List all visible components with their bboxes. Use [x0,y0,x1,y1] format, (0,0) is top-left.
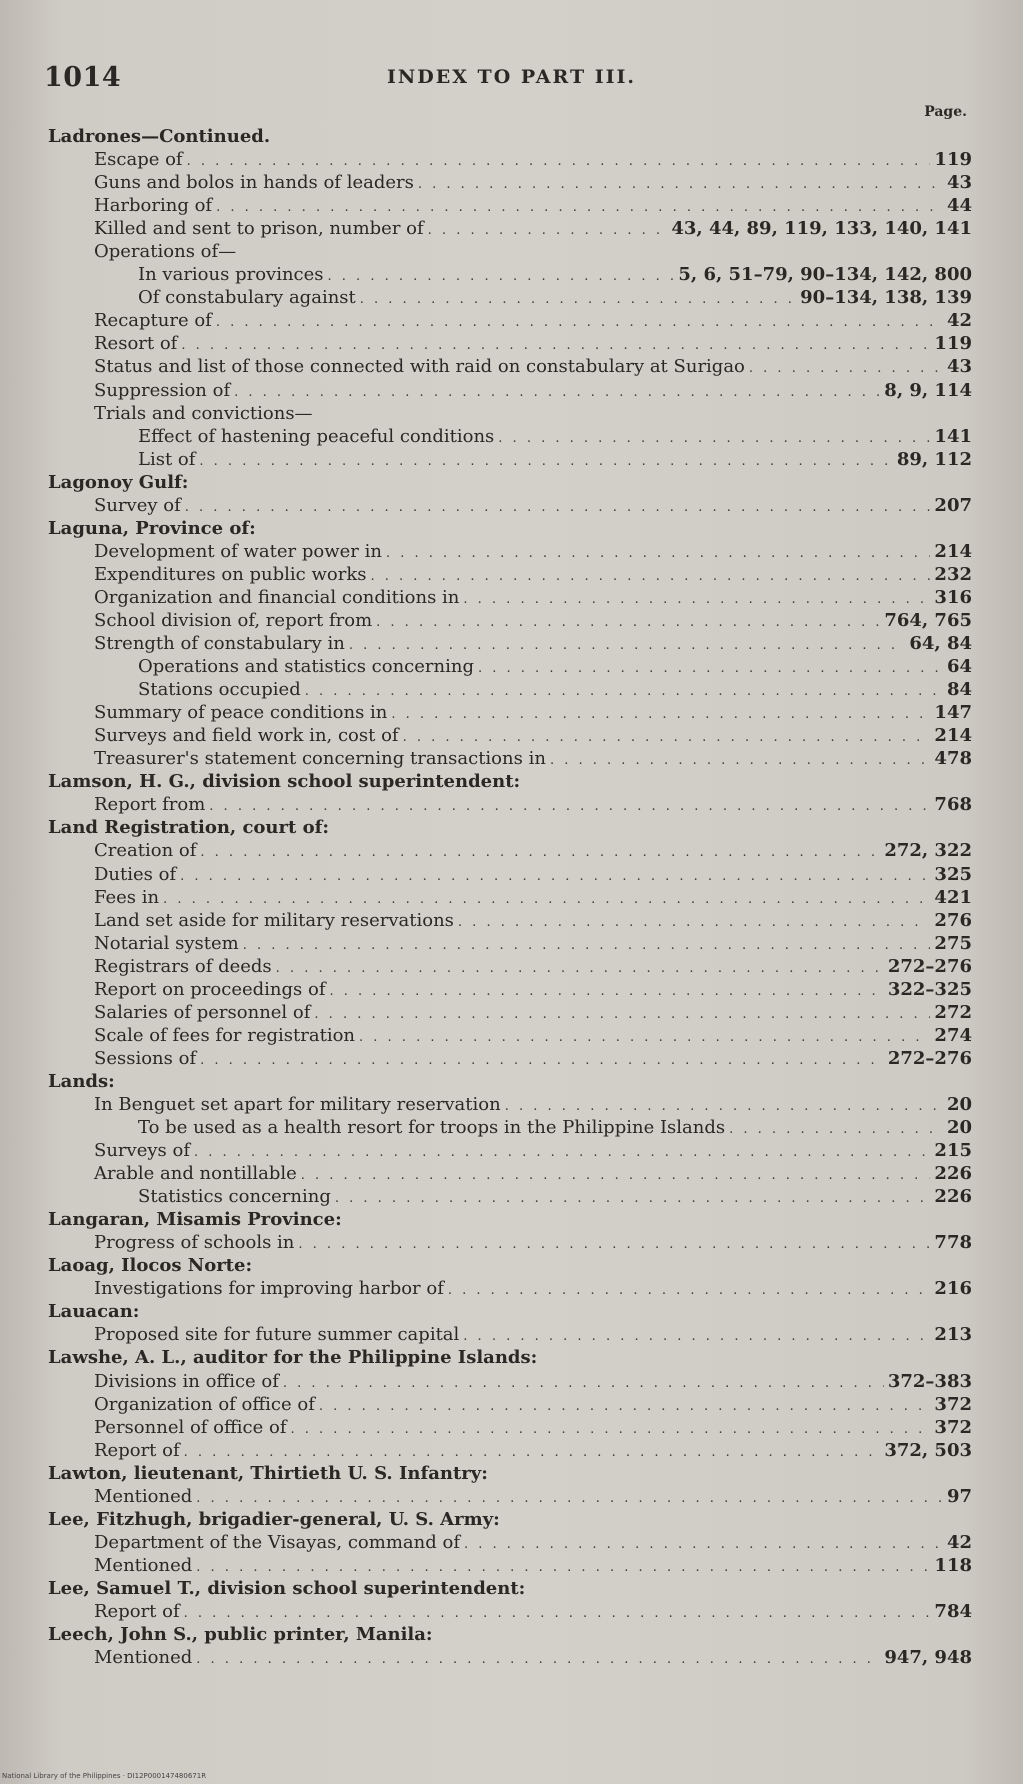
index-entry [48,240,972,263]
entry-page-ref: 5, 6, 51–79, 90–134, 142, 800 [678,264,972,286]
dot-leader [370,565,930,588]
entry-text: Proposed site for future summer capital [94,1324,460,1346]
entry-text: Strength of constabulary in [94,633,345,655]
entry-text: Development of water power in [94,540,382,562]
dot-leader [196,1487,943,1510]
dot-leader [196,1556,930,1579]
entry-page-ref: 43 [946,356,972,378]
page-header [44,62,979,102]
entry-text: Lawshe, A. L., auditor for the Philippine Islands: [48,1347,538,1369]
entry-page-ref: 322–325 [887,978,972,1000]
entry-text: Suppression of [94,379,231,401]
entry-text: Fees in [94,886,160,908]
entry-page-ref: 44 [946,195,972,217]
index-entry [48,217,972,240]
entry-page-ref: 947, 948 [884,1647,972,1669]
index-entry [48,1116,972,1139]
index-entry [48,609,972,632]
entry-text: Effect of hastening peaceful conditions [138,425,495,447]
entry-text: Creation of [94,840,197,862]
entry-page-ref: 778 [934,1232,972,1254]
entry-text: Lauacan: [48,1301,140,1323]
dot-leader [403,726,931,749]
index-entry [48,932,972,955]
dot-leader [428,219,668,242]
entry-page-ref: 372 [934,1416,972,1438]
index-heading [48,1462,972,1485]
index-entry [48,632,972,655]
page-number: 1014 [44,62,122,93]
index-entry [48,793,972,816]
dot-leader [376,611,880,634]
entry-page-ref: 90–134, 138, 139 [800,287,972,309]
entry-text: Summary of peace conditions in [94,702,388,724]
dot-leader [418,173,943,196]
index-entry [48,678,972,701]
entry-page-ref: 478 [934,748,972,770]
index-entry [48,839,972,862]
index-entry [48,1600,972,1623]
entry-page-ref: 207 [934,494,972,516]
index-entry [48,1277,972,1300]
entry-text: School division of, report from [94,609,373,631]
entry-text: Mentioned [94,1647,193,1669]
entry-page-ref: 768 [934,794,972,816]
entry-page-ref: 316 [934,586,972,608]
index-heading [48,1070,972,1093]
index-entry [48,1393,972,1416]
entry-page-ref: 764, 765 [884,609,972,631]
entry-text: Surveys and field work in, cost of [94,725,399,747]
index-heading [48,1508,972,1531]
entry-page-ref: 226 [934,1163,972,1185]
dot-leader [181,334,930,357]
entry-text: Killed and sent to prison, number of [94,218,424,240]
entry-text: Lamson, H. G., division school superintendent: [48,771,521,793]
dot-leader [498,427,930,450]
entry-text: Recapture of [94,310,212,332]
entry-text: Mentioned [94,1485,193,1507]
dot-leader [349,634,905,657]
index-entry [48,540,972,563]
entry-text: List of [138,448,196,470]
entry-text: Personnel of office of [94,1416,287,1438]
entry-text: Investigations for improving harbor of [94,1278,444,1300]
entry-text: Registrars of deeds [94,955,272,977]
dot-leader [335,1187,931,1210]
index-entry [48,1047,972,1070]
dot-leader [329,980,883,1003]
dot-leader [448,1279,931,1302]
entry-page-ref: 42 [946,310,972,332]
entry-text: Leech, John S., public printer, Manila: [48,1624,433,1646]
entry-text: Statistics concerning [138,1186,331,1208]
dot-leader [386,542,930,565]
index-entry [48,332,972,355]
index-entry [48,1231,972,1254]
entry-page-ref: 372–383 [887,1370,972,1392]
entry-text: Progress of schools in [94,1232,295,1254]
entry-text: Surveys of [94,1140,190,1162]
dot-leader [301,1164,931,1187]
entry-text: Treasurer's statement concerning transactions in [94,748,546,770]
dot-leader [463,588,930,611]
entry-text: Land set aside for military reservations [94,909,454,931]
index-entry [48,1370,972,1393]
dot-leader [391,703,930,726]
entry-text: Scale of fees for registration [94,1024,356,1046]
entry-text: Organization of office of [94,1393,315,1415]
entry-text: Guns and bolos in hands of leaders [94,172,414,194]
entry-text: Trials and convictions— [94,402,313,424]
entry-page-ref: 784 [934,1601,972,1622]
index-heading [48,125,972,148]
entry-page-ref: 43, 44, 89, 119, 133, 140, 141 [671,218,972,240]
dot-leader [305,680,943,703]
entry-text: Lee, Samuel T., division school superintendent: [48,1577,526,1599]
entry-text: Of constabulary against [138,287,356,309]
index-entry [48,724,972,747]
entry-page-ref: 84 [946,679,972,701]
index-heading [48,471,972,494]
entry-page-ref: 64 [946,656,972,678]
entry-page-ref: 97 [946,1485,972,1507]
index-entry [48,1162,972,1185]
dot-leader [464,1533,943,1556]
index-entry [48,886,972,909]
index-entry [48,747,972,770]
index-entry [48,1139,972,1162]
index-entry [48,909,972,932]
entry-page-ref: 421 [934,886,972,908]
entry-text: Mentioned [94,1554,193,1576]
entry-text: Report from [94,794,206,816]
entry-text: In Benguet set apart for military reservation [94,1093,501,1115]
entry-page-ref: 89, 112 [896,448,972,470]
index-entry [48,355,972,378]
dot-leader [458,911,931,934]
entry-text: Stations occupied [138,679,301,701]
index-entry [48,148,972,171]
entry-page-ref: 215 [934,1140,972,1162]
dot-leader [184,1602,931,1625]
dot-leader [200,841,880,864]
index-heading [48,1300,972,1323]
index-entry [48,448,972,471]
entry-page-ref: 372 [934,1393,972,1415]
dot-leader [196,1648,880,1671]
dot-leader [163,888,930,911]
entry-text: Laoag, Ilocos Norte: [48,1255,253,1277]
entry-text: Duties of [94,863,177,885]
entry-page-ref: 8, 9, 114 [884,379,972,401]
index-entry [48,402,972,425]
entry-page-ref: 216 [934,1278,972,1300]
entry-text: Ladrones—Continued. [48,126,271,147]
entry-text: Lee, Fitzhugh, brigadier-general, U. S. Army: [48,1508,500,1530]
dot-leader [216,196,943,219]
entry-text: Department of the Visayas, command of [94,1531,460,1553]
entry-page-ref: 272 [934,1001,972,1023]
index-entry [48,263,972,286]
index-entry [48,655,972,678]
index-entry [48,955,972,978]
index-entry [48,1485,972,1508]
dot-leader [359,1026,930,1049]
index-heading [48,1208,972,1231]
entry-page-ref: 20 [946,1093,972,1115]
dot-leader [234,381,880,404]
index-entry [48,1531,972,1554]
entry-text: To be used as a health resort for troops in the Philippine Islands [138,1117,726,1139]
index-entry [48,1439,972,1462]
entry-text: In various provinces [138,264,324,286]
entry-page-ref: 20 [946,1117,972,1139]
entry-page-ref: 272, 322 [884,840,972,862]
index-entry [48,379,972,402]
index-entry [48,1323,972,1346]
entry-page-ref: 119 [934,333,972,355]
footer-credit: National Library of the Philippines · DI12P000147480671R [2,1772,207,1780]
dot-leader [180,865,930,888]
running-title: INDEX TO PART III. [386,66,636,88]
index-entry [48,863,972,886]
dot-leader [291,1418,931,1441]
entry-page-ref: 275 [934,932,972,954]
dot-leader [200,1049,884,1072]
index-entry [48,425,972,448]
index-entry [48,494,972,517]
dot-leader [194,1141,930,1164]
entry-page-ref: 372, 503 [884,1439,972,1461]
entry-text: Arable and nontillable [94,1163,297,1185]
entry-text: Land Registration, court of: [48,817,329,839]
entry-page-ref: 232 [934,563,972,585]
entry-page-ref: 141 [934,425,972,447]
entry-text: Lands: [48,1070,115,1092]
entry-text: Organization and financial conditions in [94,586,460,608]
dot-leader [319,1395,931,1418]
index-entry [48,309,972,332]
entry-text: Report of [94,1439,180,1461]
entry-page-ref: 272–276 [887,1047,972,1069]
entry-page-ref: 325 [934,863,972,885]
entry-page-ref: 274 [934,1024,972,1046]
page-column-label: Page. [924,104,967,120]
entry-text: Lawton, lieutenant, Thirtieth U. S. Infantry: [48,1462,488,1484]
index-heading [48,1577,972,1600]
entry-page-ref: 272–276 [887,955,972,977]
index-entry [48,701,972,724]
dot-leader [505,1095,943,1118]
entry-text: Expenditures on public works [94,563,367,585]
dot-leader [243,934,931,957]
index-entry [48,978,972,1001]
index-entry [48,1416,972,1439]
entry-page-ref: 276 [934,909,972,931]
dot-leader [298,1233,930,1256]
entry-text: Escape of [94,149,183,171]
dot-leader [185,496,931,519]
dot-leader [209,795,930,818]
index-entry [48,171,972,194]
index-heading [48,1623,972,1646]
dot-leader [187,150,931,173]
index-heading [48,770,972,793]
entry-page-ref: 119 [934,149,972,171]
entry-text: Laguna, Province of: [48,517,256,539]
entry-text: Notarial system [94,932,239,954]
index-heading [48,1346,972,1369]
dot-leader [314,1003,930,1026]
entry-text: Report on proceedings of [94,978,326,1000]
dot-leader [360,288,796,311]
entry-page-ref: 43 [946,172,972,194]
dot-leader [184,1441,881,1464]
index-entries [48,125,972,1669]
entry-page-ref: 214 [934,540,972,562]
entry-page-ref: 64, 84 [909,633,972,655]
dot-leader [463,1325,930,1348]
entry-text: Status and list of those connected with raid on constabulary at Surigao [94,356,745,378]
entry-text: Divisions in office of [94,1370,279,1392]
index-entry [48,1001,972,1024]
index-heading [48,816,972,839]
index-entry [48,1024,972,1047]
entry-text: Sessions of [94,1047,197,1069]
dot-leader [199,450,892,473]
dot-leader [276,957,884,980]
entry-page-ref: 118 [934,1554,972,1576]
entry-page-ref: 226 [934,1186,972,1208]
dot-leader [478,657,943,680]
entry-text: Resort of [94,333,178,355]
entry-page-ref: 147 [934,702,972,724]
entry-page-ref: 42 [946,1531,972,1553]
index-entry [48,586,972,609]
entry-page-ref: 214 [934,725,972,747]
index-heading [48,1254,972,1277]
index-entry [48,1646,972,1669]
index-entry [48,1093,972,1116]
entry-text: Salaries of personnel of [94,1001,311,1023]
dot-leader [749,357,943,380]
index-entry [48,194,972,217]
dot-leader [216,311,943,334]
entry-text: Lagonoy Gulf: [48,471,189,493]
index-entry [48,286,972,309]
entry-text: Survey of [94,494,181,516]
dot-leader [550,749,930,772]
entry-text: Langaran, Misamis Province: [48,1209,342,1231]
dot-leader [283,1372,884,1395]
index-entry [48,563,972,586]
entry-text: Operations and statistics concerning [138,656,474,678]
dot-leader [328,265,675,288]
entry-text: Harboring of [94,195,213,217]
entry-text: Report of [94,1601,180,1622]
index-heading [48,517,972,540]
entry-text: Operations of— [94,241,237,263]
entry-page-ref: 213 [934,1324,972,1346]
index-entry [48,1554,972,1577]
index-entry [48,1185,972,1208]
dot-leader [729,1118,943,1141]
